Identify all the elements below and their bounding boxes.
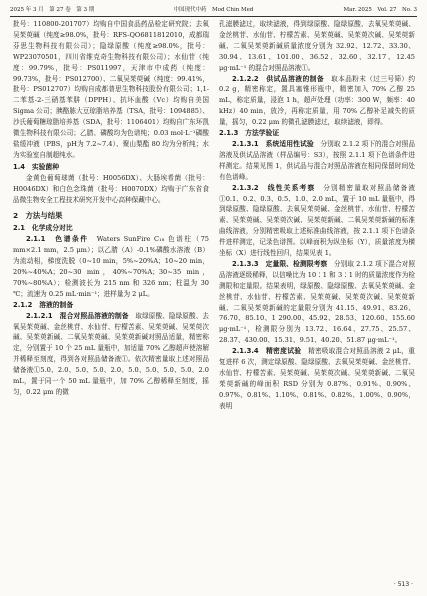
paragraph: 孔滤膜滤过，取续滤液，得到绿原酸、隐绿原酸、去氧吴茱萸碱、金丝桃苷、水仙苷、柠檬苦素、吴茱萸碱、吴茱萸次碱、吴茱萸新碱、二氧吴茱萸新碱质量浓度分别为 32.92、12.72、33.30、30.94、13.61、101.00、36.52、32.60、32.17、12.45 μg·mL⁻¹ 的混合对照品溶液①。	[219, 20, 415, 72]
left-column	[13, 19, 209, 579]
paragraph: 金黄色葡萄球菌（批号：H0056DX）、大肠埃希菌（批号：H0046DX）和白色念珠菌（批号：H0070DX）均购于广东省食品微生物安全工程技术研究开发中心高种保藏中心。	[13, 173, 209, 204]
header-issue: 2025 年 3 月 第 27 卷 第 3 期	[10, 7, 95, 13]
section-heading: 2 方法与结果	[13, 211, 63, 221]
subsection-heading: 2.1.3.4 精密度试验	[232, 347, 302, 356]
paragraph: 取本品粉末（过三号筛）约 0.2 g，精密称定，置具塞锥形瓶中，精密加入 70% 乙醇 25 mL，称定质量，浸泡 1 h，超声处理（功率：300 W，频率：40 kHz）40 min，放冷，再称定质量，用 70% 乙醇补足减失的质量，摇匀，0.22 μm 的微孔滤膜滤过，取续滤液，即得。	[219, 74, 415, 127]
section-heading: 1.4 实验菌种	[13, 162, 60, 171]
paragraph: 分别取 2.1.2 项下混合对照品溶液逐级稀释，以信噪比为 10∶1 和 3∶1 时的质量浓度作为检测限和定量限。结果表明，绿原酸、隐绿原酸、去氧吴茱萸碱、金丝桃苷、水仙苷、柠檬苦素、吴茱萸碱、吴茱萸次碱、吴茱萸新碱、二氧吴茱萸新碱的定量限分别为 41.15、49.91、83.26、76.70、85.10、1 290.00、45.92、28.53、120.60、155.60 μg·mL⁻¹，检测限分别为 13.72、16.64、27.75、25.57、28.37、430.00、15.31、9.51、40.20、51.87 μg·mL⁻¹。	[219, 259, 415, 345]
paragraph: 分别取 2.1.2 项下的混合对照品溶液及供试品溶液（样品编号：S3），按照 2.1.1 项下色谱条件进样测定。结果见图 1，供试品与混合对照品溶液在相同保留时间处有色谱峰。	[219, 139, 415, 181]
paragraph: 分别精密量取对照品储备液①0.1、0.2、0.3、0.5、1.0、2.0 mL，置于 10 mL 量瓶中，得到绿原酸、隐绿原酸、去氧吴茱萸碱、金丝桃苷、水仙苷、柠檬苦素、吴茱萸碱、吴茱萸次碱、吴茱萸新碱、二氧吴茱萸新碱的标准曲线溶液，分别精密吸取上述标准曲线溶液，按 2.1.1 项下色谱条件进样测定，记录色谱图。以峰面积为纵坐标（Y），质量浓度为横坐标（X）进行线性回归，结果见表 1。	[219, 183, 415, 258]
right-column	[219, 19, 415, 579]
subsection-heading: 2.1.3.3 定量限、检测限考察	[232, 259, 328, 268]
subsection-heading: 2.1.3.1 系统适用性试验	[232, 139, 314, 148]
page-number: · 513 ·	[393, 581, 413, 588]
subsection-heading: 2.1.2.1 混合对照品溶液的制备	[26, 311, 129, 320]
paragraph: 精密吸取混合对照品溶液 2 μL，重复进样 6 次，测定绿原酸、隐绿原酸、去氧吴茱萸碱、金丝桃苷、水仙苷、柠檬苦素、吴茱萸碱、吴茱萸次碱、吴茱萸新碱、二氧吴茱萸新碱的峰面积 RSD 分别为 0.87%、0.91%、0.90%、0.97%、0.81%、1.10%、0.81%、0.82%、1.00%、0.90%，表明	[219, 347, 415, 410]
running-header	[10, 4, 417, 16]
header-rule	[10, 16, 417, 17]
header-issue-en: Mar. 2025 Vol. 27 No. 3	[343, 7, 417, 13]
subsection-heading: 2.1.1 色谱条件	[26, 235, 89, 244]
section-heading: 2.1.3 方法学验证	[219, 129, 280, 138]
subsection-heading: 2.1.2.2 供试品溶液的制备	[232, 74, 325, 83]
paragraph: Waters SunFire C₁₈ 色谱柱（75 mm×2.1 mm，2.5 μm）；以乙腈（A）-0.1%磷酸水溶液（B）为流动相，梯度洗脱（0~10 min，5%~20%A；10~20 min，20%~40%A；20~30 min，40%~70%A；30~35 min，70%~80%A）；检测波长为 215 nm 和 326 nm；柱温为 30 ℃；流速为 0.25 mL·min⁻¹；进样量为 2 μL。	[13, 235, 209, 298]
section-heading: 2.1.2 溶液的制备	[13, 300, 74, 309]
section-heading: 2.1 化学成分对比	[13, 224, 73, 233]
paragraph: 批号：110800-201707）均购自中国食品药品检定研究院；去氧吴茱萸碱（纯度≥98.0%，批号：RFS-QO6811812010，成都瑞芬思生物科技有限公司）；隐绿原酸（纯度≥98.0%，批号：WP23070501，四川省维克奇生物科技有限公司）；水仙苷（纯度：99.79%，批号：PS011997，天津市中成药（纯度：99.73%，批号：PS012700）、二氧吴茱萸碱（纯度：99.41%，批号：PS012707）均购自成都普思生物科技股份有限公司；1,1-二苯基-2-三硝基苯肼（DPPH）、抗坏血酸（Vc）均购自美国 Sigma 公司；胰酪胨大豆琼脂培养基（TSA，批号：1094885）、沙氏葡萄糖琼脂培养基（SDA，批号：1106401）均购自广东环凯微生物科技有限公司；乙腈、磷酸均为色谱纯；0.03 mol·L⁻¹磷酸盐缓冲液（PBS，pH为 7.2~7.4）、聚山梨酯 80 均为分析纯；水为实验室自制超纯水。	[13, 20, 209, 159]
header-journal: 中国现代中药 Mod Chin Med	[173, 7, 254, 13]
paragraph: 取绿原酸、隐绿原酸、去氧吴茱萸碱、金丝桃苷、水仙苷、柠檬苦素、吴茱萸碱、吴茱萸次碱、吴茱萸新碱、二氧吴茱萸碱、吴茱萸新碱对照品适量，精密称定，分别置于 10 个 25 mL 量瓶中，加适量 70% 乙醇超声使溶解并稀释至刻度，得到各对照品储备液①。依次精密量取上述对照品储备液①5.0、2.0、5.0、5.0、2.0、5.0、5.0、5.0、5.0、2.0 mL，置于同一个 50 mL 量瓶中，加 70% 乙醇稀释至刻度，摇匀，0.22 μm 的微	[13, 311, 209, 396]
subsection-heading: 2.1.3.2 线性关系考察	[232, 183, 316, 192]
